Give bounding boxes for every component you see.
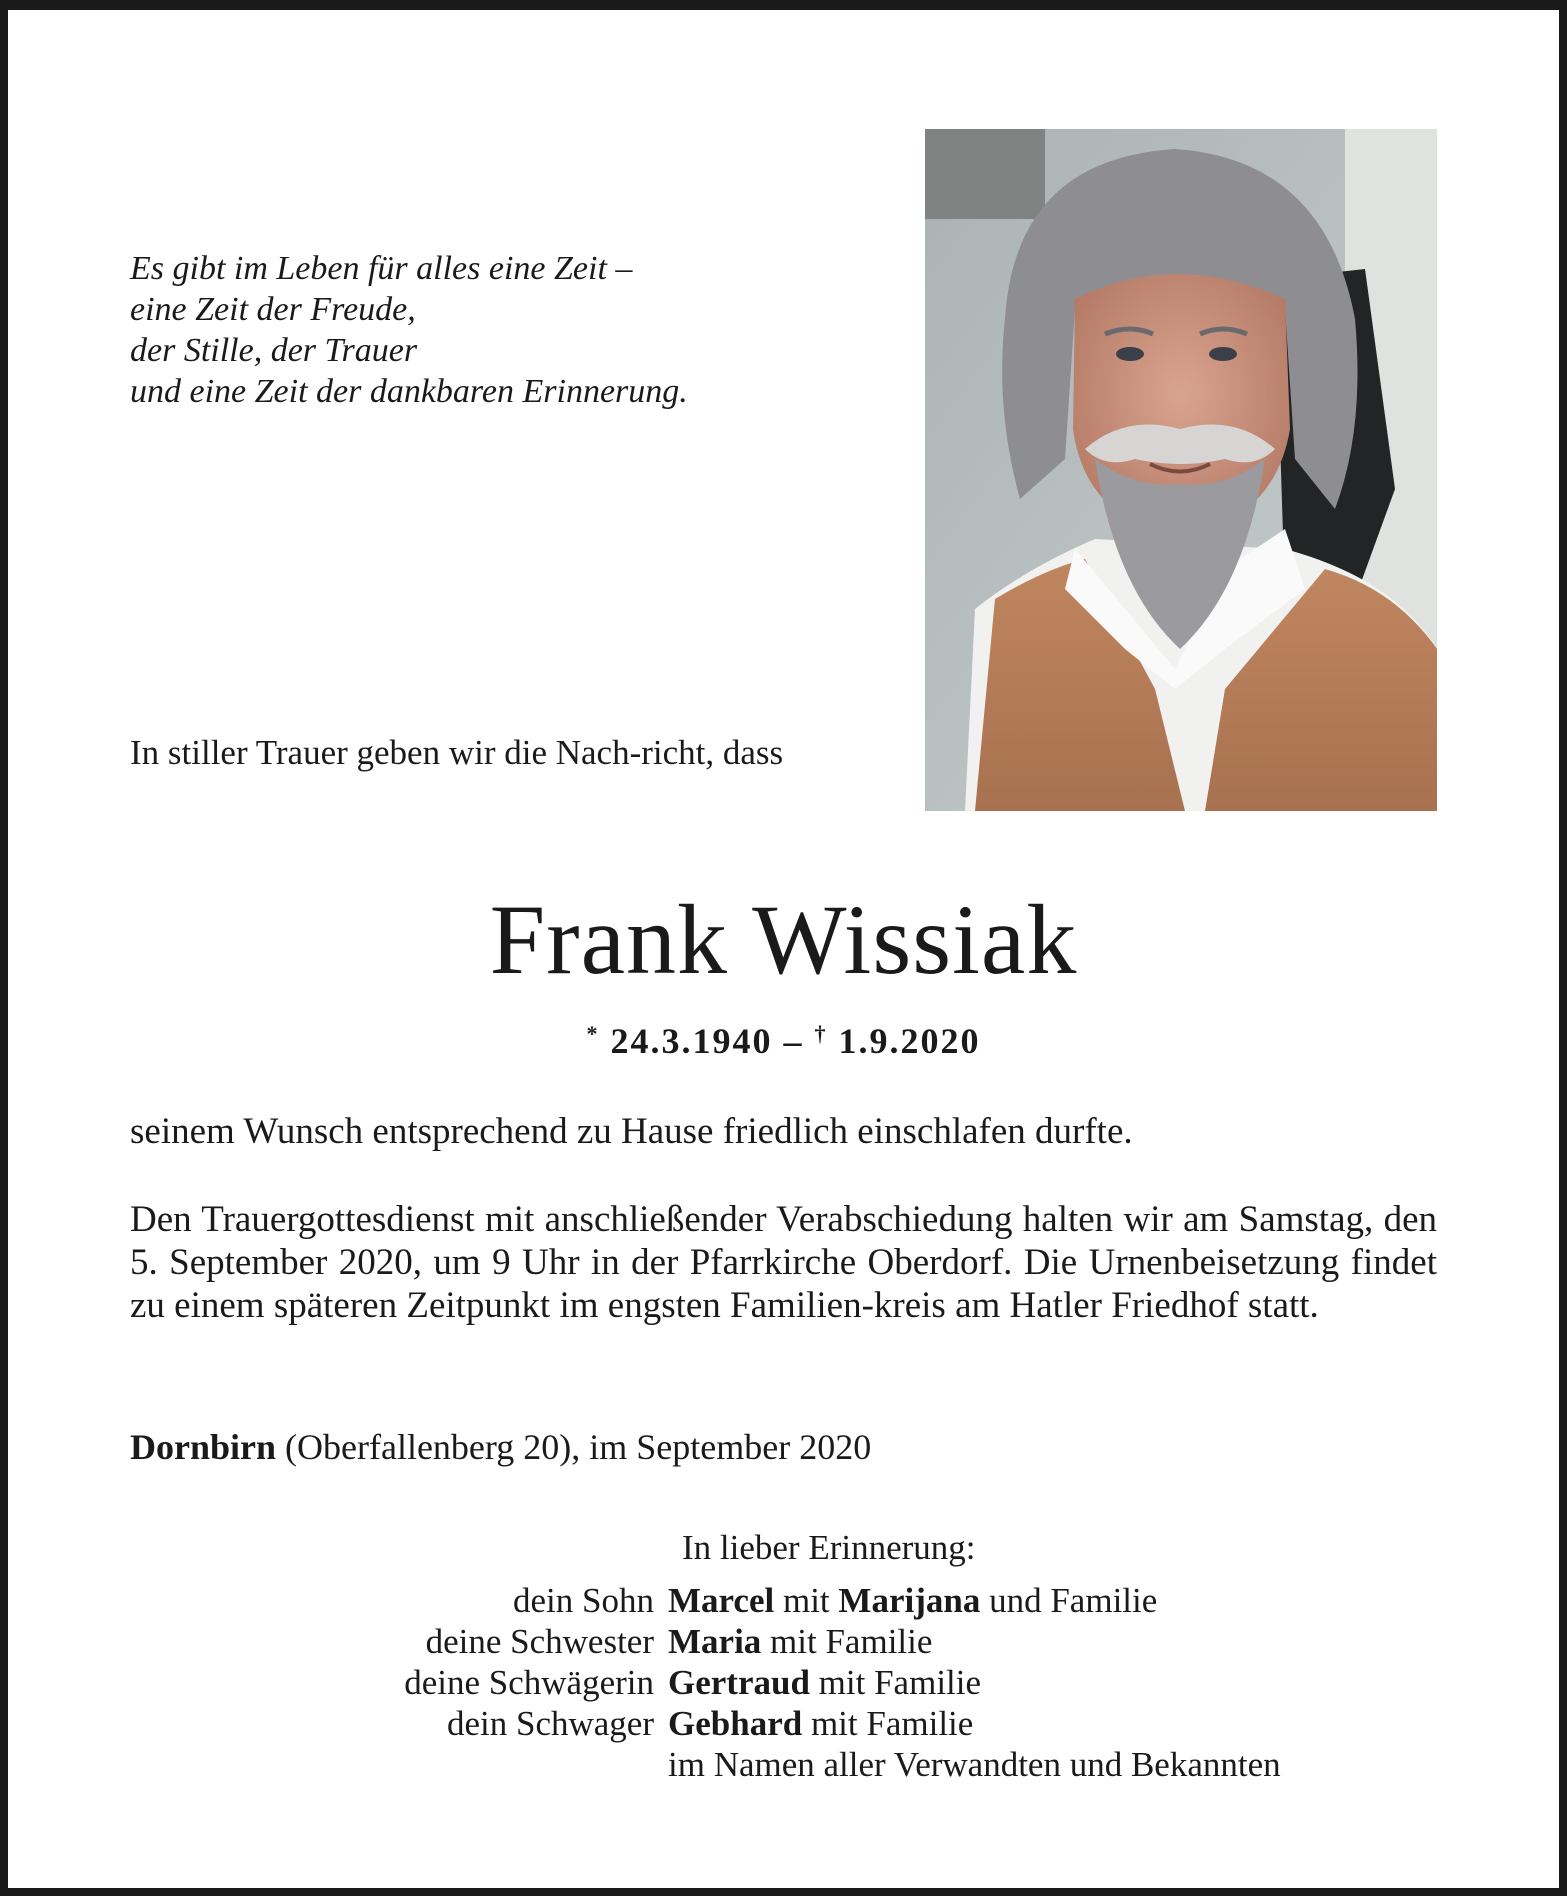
passing-statement: seinem Wunsch entsprechend zu Hause friedlich einschlafen durfte. (130, 1111, 1133, 1152)
family-relation (130, 1744, 668, 1785)
memory-title: In lieber Erinnerung: (682, 1528, 976, 1567)
poem (130, 248, 830, 412)
family-suffix: mit Familie (802, 1704, 974, 1743)
family-row (130, 1580, 1450, 1621)
family-row (130, 1703, 1450, 1744)
family-row (130, 1662, 1450, 1703)
family-name: Gertraud (668, 1663, 810, 1702)
family-closing: im Namen aller Verwandten und Bekannten (668, 1745, 1281, 1784)
birth-symbol: * (586, 1021, 600, 1046)
family-relation: dein Schwager (446, 1704, 654, 1743)
family-relation: deine Schwester (425, 1622, 654, 1661)
poem-line: Es gibt im Leben für alles eine Zeit – (130, 250, 633, 287)
family-name: Gebhard (668, 1704, 803, 1743)
family-relation: deine Schwägerin (404, 1663, 654, 1702)
portrait-photo (925, 129, 1437, 811)
family-suffix: mit Familie (809, 1663, 982, 1702)
place-city: Dornbirn (130, 1427, 277, 1467)
service-paragraph: Den Trauergottesdienst mit anschließender Verabschiedung halten wir am Samstag, den 5. September 2020, um 9 Uhr in der Pfarrkirche Oberdorf. Die Urnenbeisetzung findet zu einem späteren Zeitpunkt im engsten Familien-kreis am Hatler Friedhof statt. (130, 1199, 1437, 1326)
death-date: 1.9.2020 (838, 1021, 981, 1061)
date-separator: – (783, 1021, 804, 1061)
family-name: Marcel (668, 1581, 775, 1620)
family-suffix: mit Familie (761, 1622, 933, 1661)
family-names (668, 1703, 973, 1744)
family-names (668, 1621, 932, 1662)
death-symbol: † (814, 1021, 828, 1046)
family-mid: mit (774, 1581, 839, 1620)
place-and-date (130, 1425, 1440, 1469)
family-name: Maria (668, 1622, 762, 1661)
family-names (668, 1662, 981, 1703)
deceased-name: Frank Wissiak (489, 884, 1078, 995)
family-row (130, 1744, 1450, 1785)
family-suffix: und Familie (980, 1581, 1158, 1620)
poem-line: und eine Zeit der dankbaren Erinnerung. (130, 373, 688, 410)
life-dates (0, 1012, 1567, 1063)
family-row (130, 1621, 1450, 1662)
poem-line: eine Zeit der Freude, (130, 291, 416, 328)
family-relation: dein Sohn (513, 1581, 654, 1620)
family-name-2: Marijana (838, 1581, 981, 1620)
family-names (668, 1580, 1157, 1621)
portrait-illustration (925, 129, 1437, 811)
family-list (130, 1580, 1450, 1785)
place-details: (Oberfallenberg 20), im September 2020 (276, 1427, 872, 1467)
poem-line: der Stille, der Trauer (130, 332, 418, 369)
birth-date: 24.3.1940 (610, 1021, 773, 1061)
intro-text: In stiller Trauer geben wir die Nach-richt, dass (130, 733, 784, 772)
